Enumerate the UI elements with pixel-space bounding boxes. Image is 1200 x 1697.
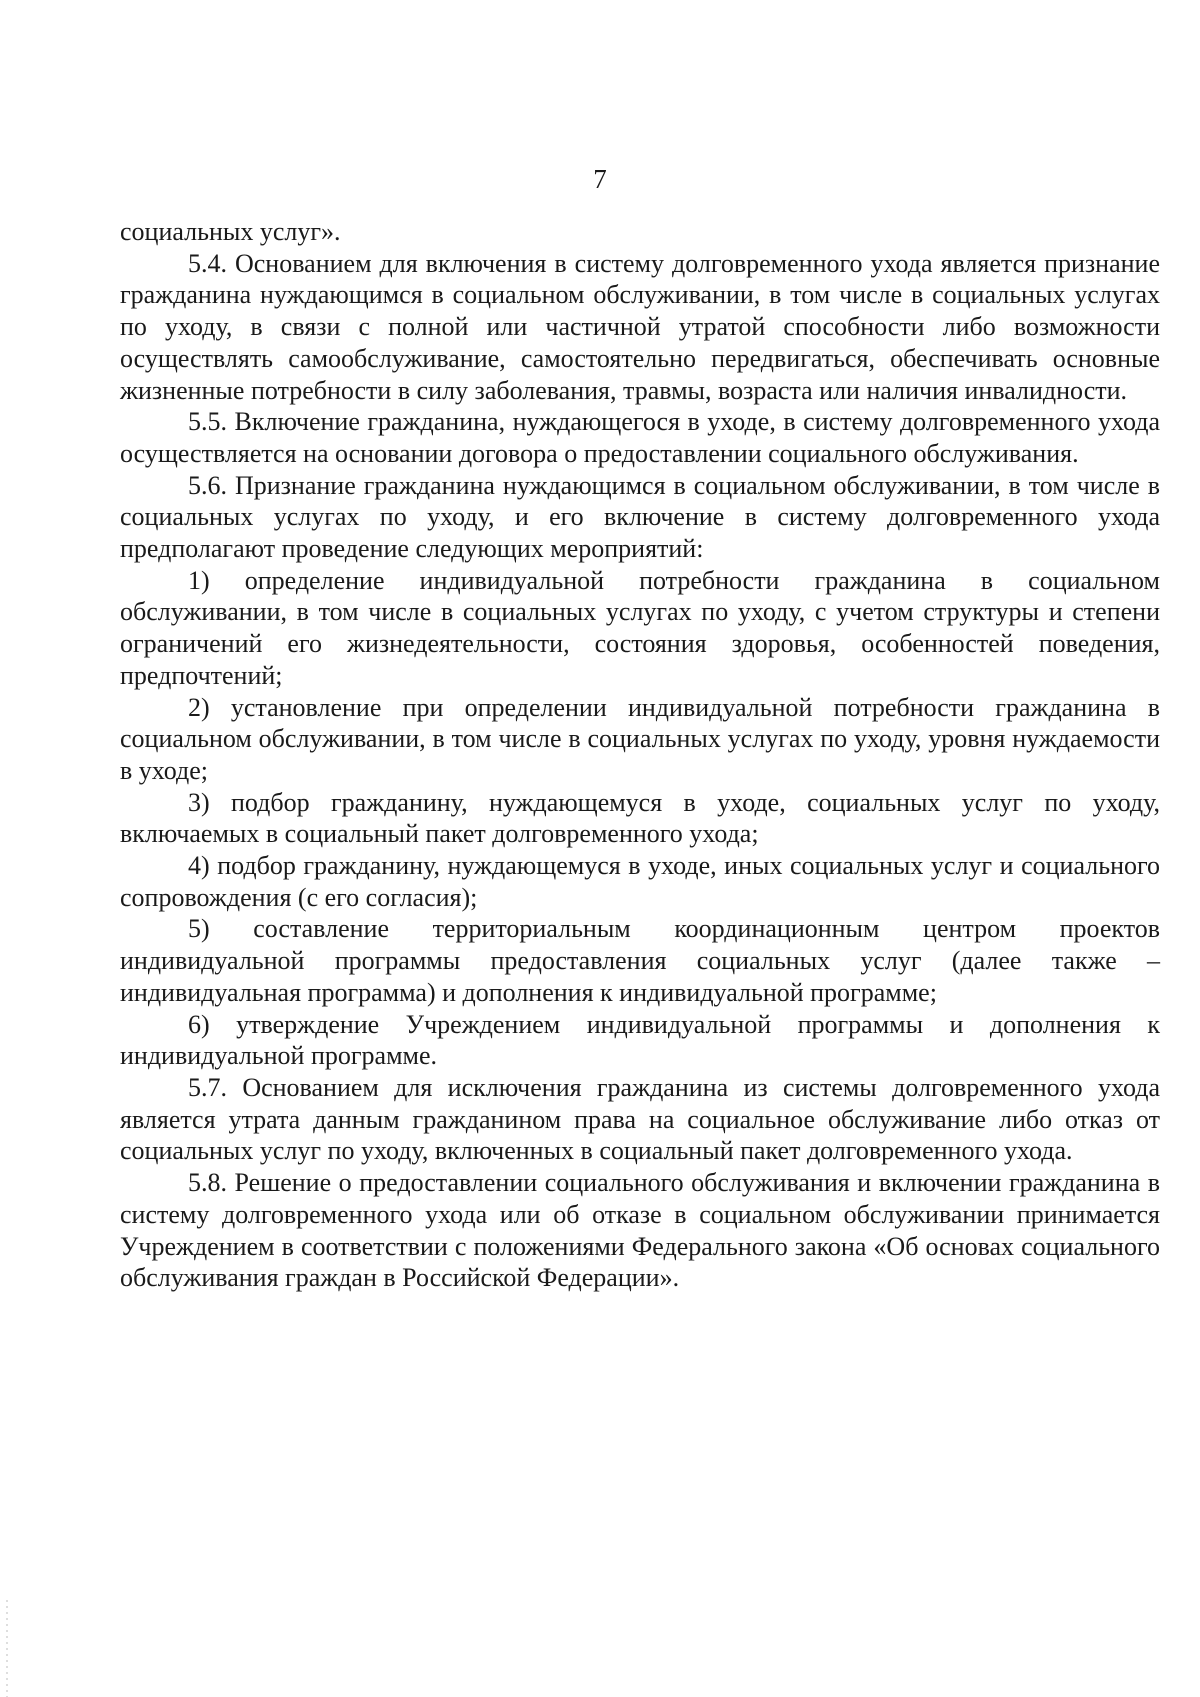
list-item-5-6-1: 1) определение индивидуальной потребности гражданина в социальном обслуживании, в том числе в социальных услугах по уходу, с учетом структуры и степени ограничений его жизнедеятельности, состояния здоровья, особенностей поведения, предпочтений;	[120, 565, 1160, 690]
page-number: 7	[593, 164, 607, 194]
list-item-5-6-5: 5) составление территориальным координационным центром проектов индивидуальной программы предоставления социальных услуг (далее также – индивидуальная программа) и дополнения к индивидуальной программе;	[120, 914, 1160, 1007]
paragraph-5-8: 5.8. Решение о предоставлении социального обслуживания и включении гражданина в систему долговременного ухода или об отказе в социальном обслуживании принимается Учреждением в соответствии с положениями Федерального закона «Об основах социального обслуживания граждан в Российской Федерации».	[120, 1168, 1160, 1293]
scan-edge-mark	[6, 1600, 8, 1697]
list-item-5-6-6: 6) утверждение Учреждением индивидуальной программы и дополнения к индивидуальной программе.	[120, 1009, 1160, 1071]
list-item-5-6-2: 2) установление при определении индивидуальной потребности гражданина в социальном обслуживании, в том числе в социальных услугах по уходу, уровня нуждаемости в уходе;	[120, 692, 1160, 785]
document-body	[120, 216, 1160, 1294]
paragraph-5-6: 5.6. Признание гражданина нуждающимся в социальном обслуживании, в том числе в социальных услугах по уходу, и его включение в систему долговременного ухода предполагают проведение следующих мероприятий:	[120, 470, 1160, 564]
paragraph-continuation: социальных услуг».	[120, 217, 341, 246]
paragraph-5-5: 5.5. Включение гражданина, нуждающегося в уходе, в систему долговременного ухода осуществляется на основании договора о предоставлении социального обслуживания.	[120, 407, 1160, 468]
list-item-5-6-3: 3) подбор гражданину, нуждающемуся в уходе, социальных услуг по уходу, включаемых в социальный пакет долговременного ухода;	[120, 787, 1160, 849]
list-item-5-6-4: 4) подбор гражданину, нуждающемуся в уходе, иных социальных услуг и социального сопровождения (с его согласия);	[120, 851, 1160, 912]
paragraph-5-4: 5.4. Основанием для включения в систему долговременного ухода является признание гражданина нуждающимся в социальном обслуживании, в том числе в социальных услугах по уходу, в связи с полной или частичной утратой способности либо возможности осуществлять самообслуживание, самостоятельно передвигаться, обеспечивать основные жизненные потребности в силу заболевания, травмы, возраста или наличия инвалидности.	[120, 248, 1160, 405]
paragraph-5-7: 5.7. Основанием для исключения гражданина из системы долговременного ухода является утрата данным гражданином права на социальное обслуживание либо отказ от социальных услуг по уходу, включенных в социальный пакет долговременного ухода.	[120, 1072, 1160, 1166]
